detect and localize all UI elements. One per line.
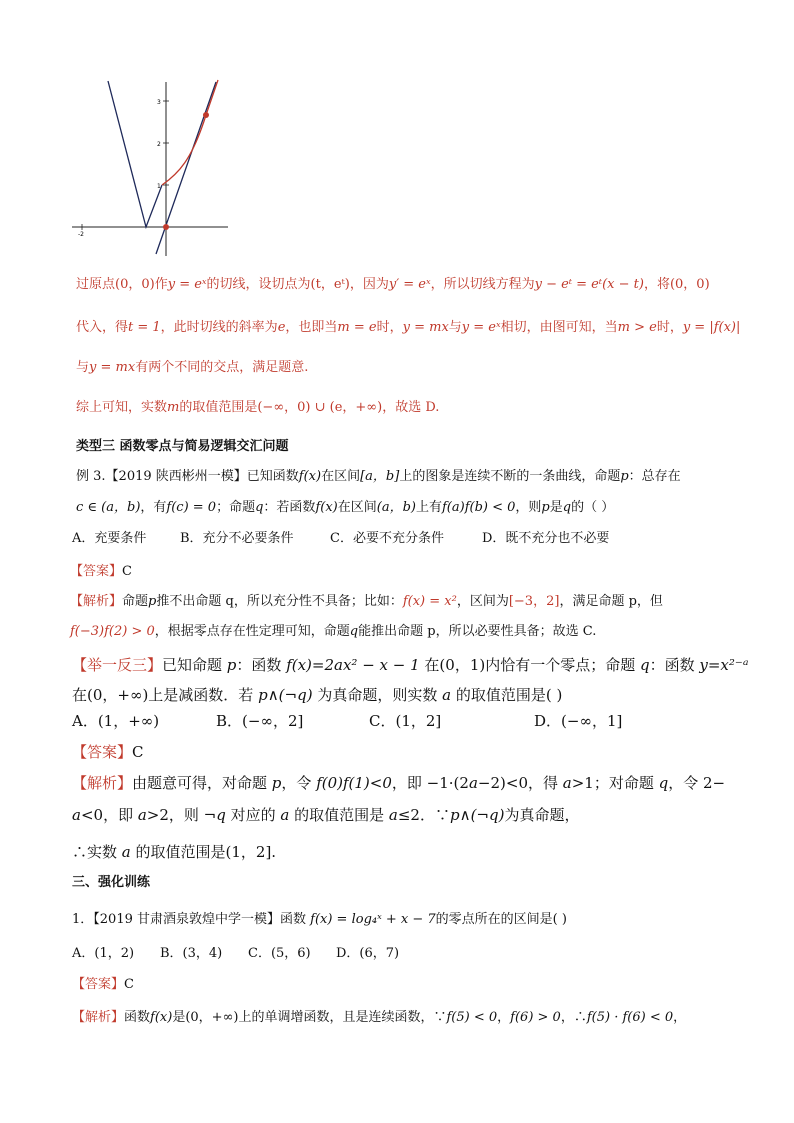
practice-analysis-line-3: ∴实数 a 的取值范围是(1，2].	[72, 843, 277, 861]
option-d: D．(6，7)	[336, 946, 400, 961]
example3-answer: 【答案】C	[70, 564, 132, 579]
option-c: C．必要不充分条件	[330, 531, 444, 546]
option-c: C．(5，6)	[248, 946, 311, 961]
option-a: A．(1，+∞)	[72, 712, 160, 730]
q1-answer: 【答案】C	[72, 977, 134, 992]
practice-options	[72, 711, 622, 731]
option-b: B．(3，4)	[160, 946, 223, 961]
q1-line-1: 1．【2019 甘肃酒泉敦煌中学一模】函数 f(x) = log₄ˣ + x − 7的零点所在的区间是( )	[72, 912, 567, 927]
example3-analysis-line-1: 【解析】命题p推不出命题 q，所以充分性不具备；比如：f(x) = x²，区间为[−3，2]，满足命题 p，但	[70, 594, 663, 609]
practice-line-1: 【举一反三】已知命题 p：函数 f(x)=2ax² − x − 1 在(0，1)内恰有一个零点；命题 q：函数 y=x²⁻ᵃ	[72, 656, 749, 674]
solution-line-3: 与y = mx有两个不同的交点，满足题意.	[76, 360, 309, 375]
exponential-curve	[162, 80, 218, 185]
section-title-type3: 类型三 函数零点与简易逻辑交汇问题	[76, 439, 289, 454]
example3-line-2: c ∈ (a，b)，有f(c) = 0；命题q：若函数f(x)在区间(a，b)上有f(a)f(b) < 0，则p是q的（ ）	[76, 500, 615, 515]
abs-function-left-branch	[108, 81, 162, 227]
option-b: B．充分不必要条件	[180, 531, 294, 546]
solution-line-1: 过原点(0，0)作y = eˣ的切线，设切点为(t，eᵗ)，因为y′ = eˣ，所以切线方程为y − eᵗ = eᵗ(x − t)，将(0，0)	[76, 277, 710, 292]
tick-label-3: 3	[157, 99, 161, 106]
option-a: A．(1，2)	[72, 946, 135, 961]
option-d: D．既不充分也不必要	[482, 531, 610, 546]
option-a: A．充要条件	[72, 531, 147, 546]
example3-options	[72, 529, 609, 549]
q1-analysis-line-1: 【解析】函数f(x)是(0，+∞)上的单调增函数，且是连续函数，∵f(5) < 0，f(6) > 0，∴f(5) · f(6) < 0，	[72, 1010, 687, 1025]
option-c: C．(1，2]	[369, 712, 442, 730]
solution-line-4: 综上可知，实数m的取值范围是(−∞，0) ∪ (e，+∞)，故选 D.	[76, 400, 440, 415]
practice-analysis-line-2: a<0，即 a>2，则 ¬q 对应的 a 的取值范围是 a≤2．∵p∧(¬q)为真命题，	[72, 806, 580, 824]
practice-line-2: 在(0，+∞)上是减函数．若 p∧(¬q) 为真命题，则实数 a 的取值范围是( )	[72, 686, 563, 704]
option-b: B．(−∞，2]	[216, 712, 304, 730]
tick-label-neg2: -2	[78, 231, 84, 238]
q1-options	[72, 944, 399, 964]
origin-point	[163, 224, 169, 230]
tick-label-2: 2	[157, 141, 161, 148]
example3-analysis-line-2: f(−3)f(2) > 0，根据零点存在性定理可知，命题q能推出命题 p，所以必要性具备；故选 C.	[70, 624, 597, 639]
function-graph	[70, 78, 230, 258]
solution-line-2: 代入，得t = 1，此时切线的斜率为e，也即当m = e时，y = mx与y = eˣ相切，由图可知，当m > e时，y = |f(x)|	[76, 320, 741, 335]
practice-analysis-line-1: 【解析】由题意可得，对命题 p，令 f(0)f(1)<0，即 −1·(2a−2)<0，得 a>1；对命题 q，令 2−	[72, 774, 726, 792]
section-title-training: 三、强化训练	[72, 875, 151, 890]
option-d: D．(−∞，1]	[534, 712, 623, 730]
tangent-point	[203, 112, 209, 118]
practice-answer: 【答案】C	[72, 743, 144, 761]
example3-line-1: 例 3.【2019 陕西彬州一模】已知函数f(x)在区间[a，b]上的图象是连续不断的一条曲线，命题p：总存在	[76, 469, 681, 484]
tick-label-1: 1	[157, 183, 161, 190]
